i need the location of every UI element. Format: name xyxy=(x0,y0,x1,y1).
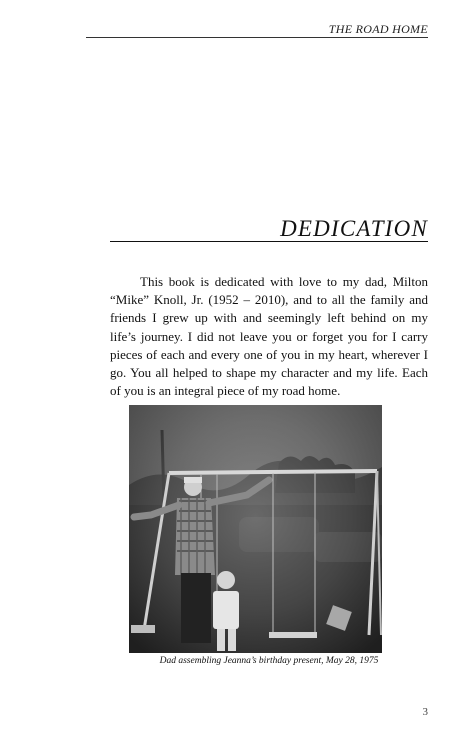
header-divider xyxy=(86,37,428,38)
dedication-title: DEDICATION xyxy=(280,216,428,241)
running-head: THE ROAD HOME xyxy=(328,22,428,36)
dedication-text: This book is dedicated with love to my dad, Milton “Mike” Knoll, Jr. (1952 – 2010), and to all the family and friends I grew up with and seemingly left behind on my life’s journey. I did not leave you or forget you for I carry pieces of each and every one of you in my heart, wherever I go. You all helped to shape my character and my life. Each of you is an integral piece of my road home. xyxy=(110,274,428,399)
page-number: 3 xyxy=(422,706,428,718)
photo-caption: Dad assembling Jeanna’s birthday present, May 28, 1975 xyxy=(159,656,379,666)
title-underline xyxy=(110,241,428,242)
family-photo xyxy=(129,405,382,653)
